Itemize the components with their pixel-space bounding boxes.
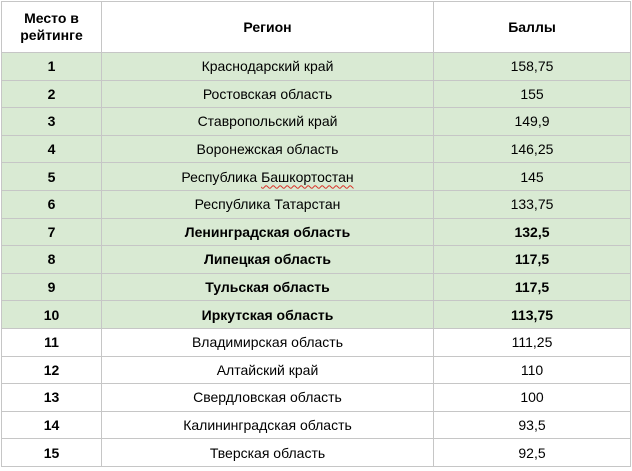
region-cell: Ставропольский край [102, 108, 434, 136]
score-cell: 158,75 [434, 53, 631, 81]
region-cell: Свердловская область [102, 384, 434, 412]
region-cell: Ростовская область [102, 80, 434, 108]
rank-cell: 15 [2, 439, 102, 467]
table-row [2, 384, 631, 412]
column-header-score: Баллы [434, 2, 631, 53]
score-cell: 117,5 [434, 246, 631, 274]
region-cell: Владимирская область [102, 328, 434, 356]
table-row [2, 108, 631, 136]
ranking-table [1, 1, 631, 467]
table-row [2, 80, 631, 108]
region-cell: Алтайский край [102, 356, 434, 384]
region-text-prefix: Республика [181, 168, 262, 185]
table-row [2, 301, 631, 329]
region-cell [102, 163, 434, 191]
table-header-row [2, 2, 631, 53]
score-cell: 93,5 [434, 411, 631, 439]
table-row [2, 328, 631, 356]
score-cell: 110 [434, 356, 631, 384]
table-row [2, 163, 631, 191]
score-cell: 111,25 [434, 328, 631, 356]
rank-cell: 10 [2, 301, 102, 329]
rank-cell: 8 [2, 246, 102, 274]
spellcheck-flagged-word: Башкортостан [261, 168, 354, 185]
region-cell: Ленинградская область [102, 218, 434, 246]
rank-cell: 6 [2, 190, 102, 218]
region-cell: Иркутская область [102, 301, 434, 329]
rank-cell: 1 [2, 53, 102, 81]
rank-cell: 11 [2, 328, 102, 356]
table-row [2, 273, 631, 301]
rank-cell: 4 [2, 135, 102, 163]
rank-cell: 14 [2, 411, 102, 439]
rank-cell: 9 [2, 273, 102, 301]
table-row [2, 190, 631, 218]
rank-cell: 12 [2, 356, 102, 384]
score-cell: 100 [434, 384, 631, 412]
score-cell: 155 [434, 80, 631, 108]
table-row [2, 135, 631, 163]
rank-cell: 7 [2, 218, 102, 246]
table-row [2, 356, 631, 384]
table-row [2, 411, 631, 439]
table-row [2, 53, 631, 81]
rank-cell: 5 [2, 163, 102, 191]
region-cell: Калининградская область [102, 411, 434, 439]
score-cell: 133,75 [434, 190, 631, 218]
region-cell: Краснодарский край [102, 53, 434, 81]
region-cell: Республика Татарстан [102, 190, 434, 218]
table-row [2, 246, 631, 274]
table-row [2, 218, 631, 246]
score-cell: 145 [434, 163, 631, 191]
score-cell: 92,5 [434, 439, 631, 467]
score-cell: 117,5 [434, 273, 631, 301]
score-cell: 132,5 [434, 218, 631, 246]
column-header-region: Регион [102, 2, 434, 53]
score-cell: 149,9 [434, 108, 631, 136]
table-row [2, 439, 631, 467]
region-cell: Воронежская область [102, 135, 434, 163]
region-cell: Липецкая область [102, 246, 434, 274]
region-cell: Тульская область [102, 273, 434, 301]
rank-cell: 13 [2, 384, 102, 412]
rank-cell: 2 [2, 80, 102, 108]
rank-cell: 3 [2, 108, 102, 136]
score-cell: 146,25 [434, 135, 631, 163]
region-cell: Тверская область [102, 439, 434, 467]
column-header-rank: Место в рейтинге [2, 2, 102, 53]
score-cell: 113,75 [434, 301, 631, 329]
